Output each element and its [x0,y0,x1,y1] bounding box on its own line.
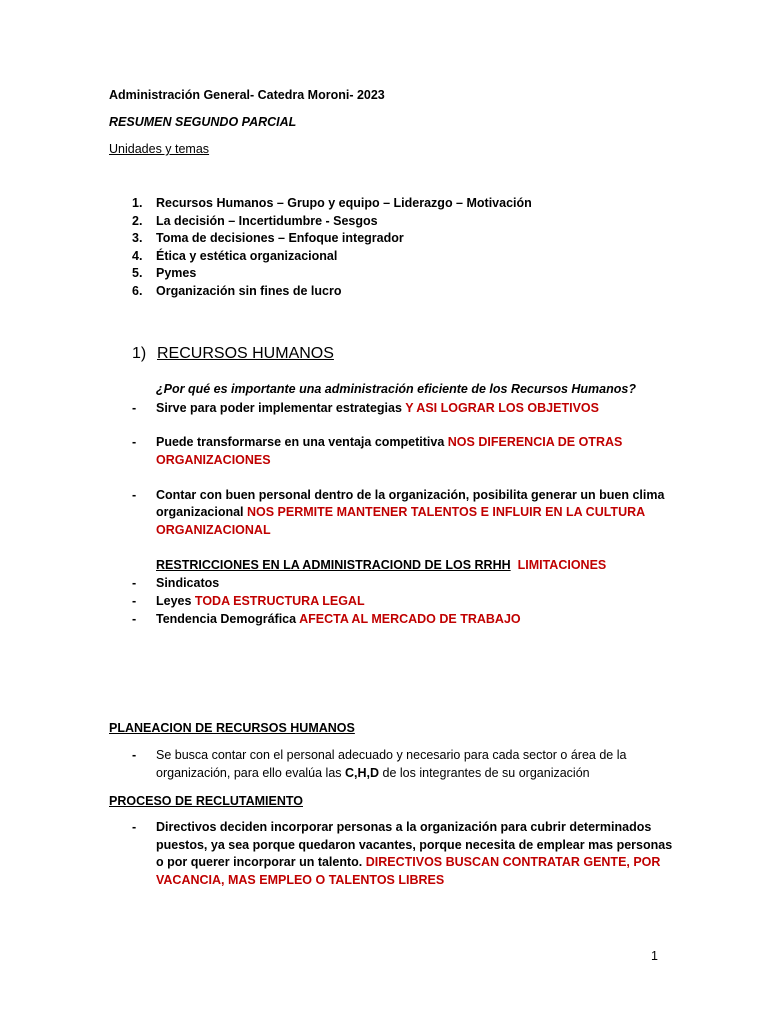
section-title: RECURSOS HUMANOS [157,345,334,362]
bullet-text: Sirve para poder implementar estrategias Y ASI LOGRAR LOS OBJETIVOS [156,401,599,415]
planeacion-highlight: C,H,D [345,766,380,780]
planeacion-text: Se busca contar con el personal adecuado y necesario para cada sector o área de la [156,748,627,762]
list-item-text: Ética y estética organizacional [156,249,338,263]
bullet-text: Contar con buen personal dentro de la organización, posibilita generar un buen clima [156,488,665,502]
bullet-text: Puede transformarse en una ventaja competitiva NOS DIFERENCIA DE OTRAS [156,435,623,449]
reclutamiento-highlight: DIRECTIVOS BUSCAN CONTRATAR GENTE, POR [365,855,661,869]
section-question: ¿Por qué es importante una administración eficiente de los Recursos Humanos? [156,382,636,396]
document-title: Administración General- Catedra Moroni- 2023 [109,88,385,102]
planeacion-text: organización, para ello evalúa las C,H,D de los integrantes de su organización [156,766,590,780]
planeacion-heading: PLANEACION DE RECURSOS HUMANOS [109,721,355,735]
reclutamiento-text: Directivos deciden incorporar personas a la organización para cubrir determinados [156,820,652,834]
bullet-dash: - [132,594,137,608]
list-item-text: La decisión – Incertidumbre - Sesgos [156,214,378,228]
reclutamiento-text: puestos, ya sea porque quedaron vacantes, porque necesita de emplear mas personas [156,838,673,852]
restriction-item: Tendencia Demográfica AFECTA AL MERCADO DE TRABAJO [156,612,521,626]
list-item-number: 1. [132,196,143,210]
section-number: 1) [132,345,147,362]
list-item-text: Organización sin fines de lucro [156,284,342,298]
bullet-text: organizacional NOS PERMITE MANTENER TALENTOS E INFLUIR EN LA CULTURA [156,505,646,519]
bullet-dash: - [132,488,137,502]
bullet-dash: - [132,820,137,834]
bullet-highlight: NOS DIFERENCIA DE OTRAS [447,435,623,449]
list-item-number: 3. [132,231,143,245]
list-item-text: Toma de decisiones – Enfoque integrador [156,231,404,245]
bullet-dash: - [132,435,137,449]
bullet-dash: - [132,576,137,590]
bullet-highlight: ORGANIZACIONES [156,453,271,467]
restriction-item: Sindicatos [156,576,220,590]
list-item-number: 2. [132,214,143,228]
list-item-text: Recursos Humanos – Grupo y equipo – Liderazgo – Motivación [156,196,532,210]
bullet-highlight: Y ASI LOGRAR LOS OBJETIVOS [405,401,599,415]
bullet-dash: - [132,612,137,626]
bullet-dash: - [132,748,137,762]
restriction-highlight: TODA ESTRUCTURA LEGAL [194,594,365,608]
bullet-highlight: ORGANIZACIONAL [156,523,271,537]
restriction-highlight: AFECTA AL MERCADO DE TRABAJO [299,612,521,626]
units-heading: Unidades y temas [109,142,210,156]
reclutamiento-heading: PROCESO DE RECLUTAMIENTO [109,794,303,808]
restrictions-highlight: LIMITACIONES [517,558,607,572]
document-subtitle: RESUMEN SEGUNDO PARCIAL [109,115,297,129]
list-item-number: 4. [132,249,143,263]
restriction-item: Leyes TODA ESTRUCTURA LEGAL [156,594,365,608]
list-item-text: Pymes [156,266,197,280]
list-item-number: 6. [132,284,143,298]
reclutamiento-highlight: VACANCIA, MAS EMPLEO O TALENTOS LIBRES [156,873,445,887]
bullet-dash: - [132,401,137,415]
reclutamiento-text: o por querer incorporar un talento. DIRECTIVOS BUSCAN CONTRATAR GENTE, POR [156,855,661,869]
list-item-number: 5. [132,266,143,280]
page-number: 1 [651,949,658,963]
restrictions-heading: RESTRICCIONES EN LA ADMINISTRACIOND DE LOS RRHH LIMITACIONES [156,558,607,572]
bullet-highlight: NOS PERMITE MANTENER TALENTOS E INFLUIR EN LA CULTURA [247,505,646,519]
